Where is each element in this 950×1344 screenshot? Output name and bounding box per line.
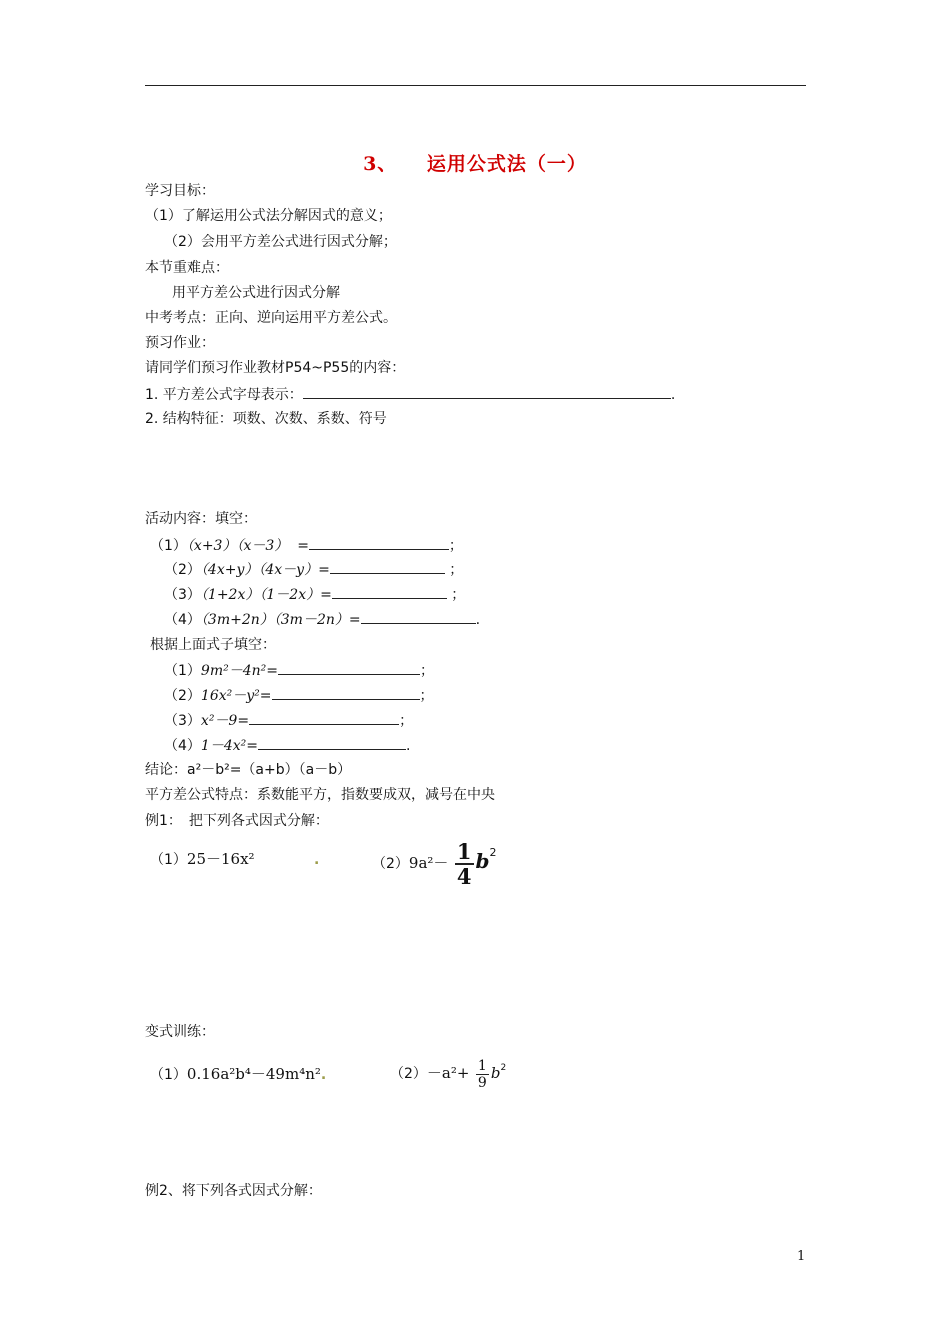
example1-heading: 例1： 把下列各式因式分解： <box>145 813 329 829</box>
key-points-content: 用平方差公式进行因式分解 <box>172 285 340 301</box>
reverse-item-4: （4）1－4x²= . <box>164 738 411 754</box>
answer-blank[interactable] <box>332 585 447 599</box>
example2-heading: 例2、将下列各式因式分解： <box>145 1183 322 1199</box>
answer-blank[interactable] <box>303 385 671 399</box>
fraction-one-quarter: $\frac{1}{4}$ <box>456 839 472 889</box>
reverse-item-3: （3）x²－9= ； <box>164 713 414 729</box>
goal-item-2: （2）会用平方差公式进行因式分解； <box>164 234 397 250</box>
header-rule <box>145 85 806 86</box>
preview-heading: 预习作业： <box>145 335 215 351</box>
preview-q1: 1. 平方差公式字母表示： . <box>145 387 676 403</box>
activity-heading: 活动内容：填空： <box>145 511 257 527</box>
page-title: 3、 运用公式法（一） <box>363 153 587 175</box>
activity-item-4: （4）（3m+2n）（3m－2n）= . <box>164 612 481 628</box>
answer-blank[interactable] <box>309 536 449 550</box>
answer-blank[interactable] <box>330 560 445 574</box>
decorative-dot: . <box>314 852 320 868</box>
goal-item-1: （1）了解运用公式法分解因式的意义； <box>145 208 392 224</box>
reverse-item-2: （2）16x²－y²= ； <box>164 688 434 704</box>
activity-item-1: （1）（x+3）（x－3） = ； <box>150 538 463 554</box>
answer-blank[interactable] <box>272 686 420 700</box>
activity-item-3: （3）（1+2x）（1－2x）= ； <box>164 587 466 603</box>
activity-sub-heading: 根据上面式子填空： <box>150 637 276 653</box>
formula-feature: 平方差公式特点：系数能平方，指数要成双，减号在中央 <box>145 787 495 803</box>
conclusion: 结论：a²－b²=（a+b）（a－b） <box>145 762 352 778</box>
reverse-item-1: （1）9m²－4n²= ； <box>164 663 434 679</box>
activity-item-2: （2）（4x+y）（4x－y）= ； <box>164 562 464 578</box>
page-number: 1 <box>797 1249 806 1264</box>
answer-blank[interactable] <box>361 610 476 624</box>
answer-blank[interactable] <box>258 736 406 750</box>
variant-heading: 变式训练： <box>145 1024 215 1040</box>
preview-q2: 2. 结构特征：项数、次数、系数、符号 <box>145 411 387 427</box>
example1-problem-1: （1）25－16x² <box>150 850 255 868</box>
key-points-heading: 本节重难点： <box>145 260 229 276</box>
example1-problem-2: （2）9a²－ $\frac{1}{4}$ $b^2$ <box>372 839 497 889</box>
goals-heading: 学习目标： <box>145 183 215 199</box>
exam-points: 中考考点：正向、逆向运用平方差公式。 <box>145 310 397 326</box>
preview-intro: 请同学们预习作业教材P54~P55的内容： <box>145 360 406 376</box>
variant-problem-1: （1）0.16a²b⁴－49m⁴n². <box>150 1065 327 1083</box>
answer-blank[interactable] <box>278 661 420 675</box>
fraction-one-ninth: $\frac{1}{9}$ <box>477 1057 487 1091</box>
variant-problem-2: （2）－a²+ $\frac{1}{9}$ $b^2$ <box>390 1057 507 1091</box>
answer-blank[interactable] <box>249 711 399 725</box>
